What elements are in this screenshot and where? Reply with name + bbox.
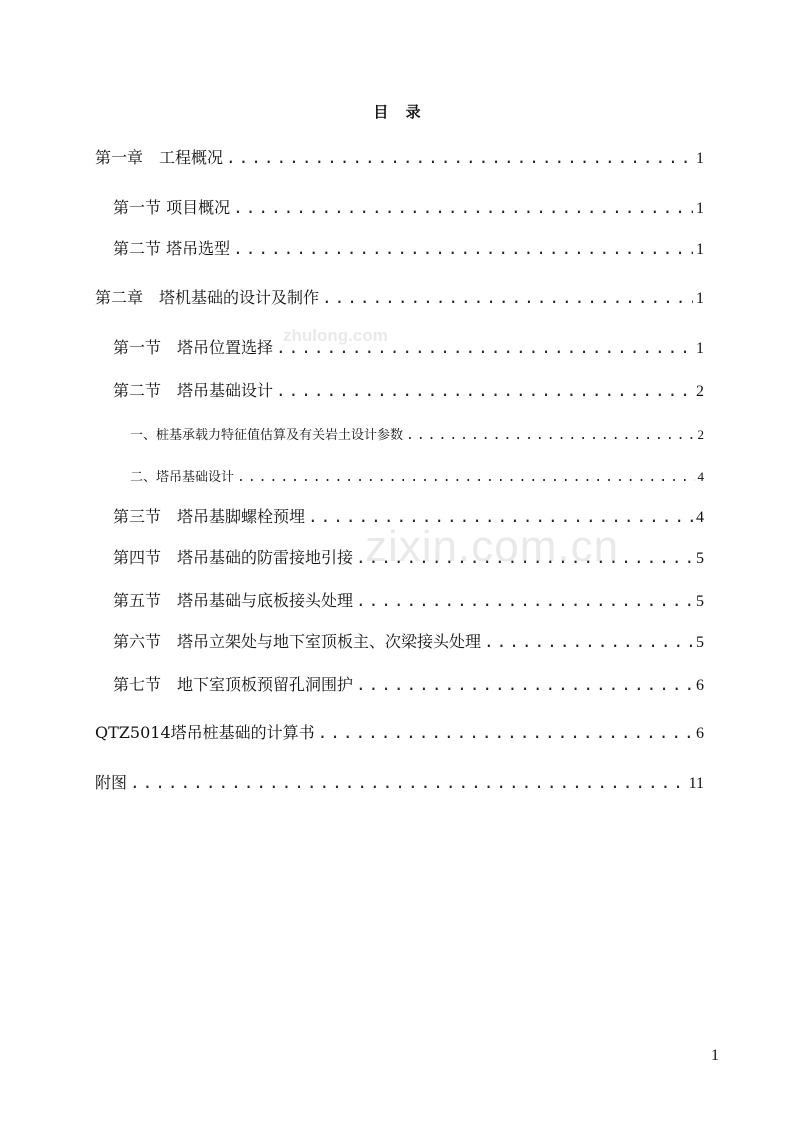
toc-entry-label: 第四节 塔吊基础的防雷接地引接 (113, 548, 354, 567)
toc-entry[interactable] (95, 146, 704, 170)
toc-entry[interactable] (113, 673, 704, 697)
toc-entry-label: 第一章 工程概况 (95, 148, 224, 167)
toc-entry-label: 第七节 地下室顶板预留孔洞围护 (113, 675, 354, 694)
toc-entry-label: 附图 (95, 773, 128, 792)
toc-entry-page: 2 (696, 383, 704, 400)
toc-entry-page: 11 (688, 775, 704, 792)
toc-entry-page: 1 (696, 290, 704, 307)
toc-entry-page: 1 (696, 150, 704, 167)
toc-leader-dots (226, 146, 693, 170)
toc-entry[interactable] (113, 546, 704, 570)
toc-leader-dots (308, 505, 693, 529)
toc-entry-label: 二、塔吊基础设计 (130, 470, 235, 485)
watermark-zhulong: zhulong.com (283, 326, 388, 345)
toc-leader-dots (237, 466, 694, 490)
toc-leader-dots (276, 379, 693, 403)
toc-entry-label: 第二节 塔吊基础设计 (113, 381, 274, 400)
toc-entry[interactable] (113, 379, 704, 403)
toc-entry[interactable] (113, 237, 704, 261)
toc-leader-dots (356, 546, 693, 570)
toc-entry-label: 第五节 塔吊基础与底板接头处理 (113, 591, 354, 610)
toc-entry-label: 第六节 塔吊立架处与地下室顶板主、次梁接头处理 (113, 632, 482, 651)
toc-entry-label: 第二章 塔机基础的设计及制作 (95, 288, 320, 307)
toc-entry[interactable] (113, 505, 704, 529)
toc-entry[interactable] (130, 423, 704, 447)
toc-entry-page: 2 (697, 427, 704, 442)
toc-entry-page: 1 (696, 200, 704, 217)
toc-entry[interactable] (95, 286, 704, 310)
toc-leader-dots (276, 336, 693, 360)
toc-leader-dots (130, 771, 686, 795)
toc-entry-page: 5 (696, 634, 704, 651)
toc-leader-dots (406, 424, 694, 448)
toc-leader-dots (318, 721, 693, 745)
toc-entry[interactable] (113, 336, 704, 360)
toc-entry-label: 第三节 塔吊基脚螺栓预埋 (113, 507, 306, 526)
toc-entry-page: 1 (696, 340, 704, 357)
toc-entry-page: 6 (696, 677, 704, 694)
toc-title: 目 录 (373, 103, 427, 121)
toc-leader-dots (233, 196, 693, 220)
toc-entry-page: 6 (696, 725, 704, 742)
toc-entry-label: 一、桩基承载力特征值估算及有关岩土设计参数 (130, 428, 404, 443)
toc-leader-dots (484, 630, 693, 654)
toc-entry-page: 4 (697, 469, 704, 484)
toc-entry-page: 1 (696, 241, 704, 258)
toc-entry-label: 第一节 塔吊位置选择 (113, 338, 274, 357)
toc-entry-label: 第一节 项目概况 (113, 198, 231, 217)
toc-entry-page: 4 (696, 509, 704, 526)
toc-entry[interactable] (113, 630, 704, 654)
toc-entry-label: QTZ5014塔吊桩基础的计算书 (95, 723, 315, 742)
toc-leader-dots (322, 286, 693, 310)
toc-leader-dots (356, 589, 693, 613)
watermark-zixin: zixin.com.cn (365, 522, 620, 571)
toc-entry-page: 5 (696, 593, 704, 610)
toc-entry[interactable] (95, 771, 704, 795)
toc-leader-dots (356, 673, 693, 697)
page-number: 1 (711, 1047, 719, 1064)
toc-entry[interactable] (130, 465, 704, 489)
toc-entry[interactable] (113, 589, 704, 613)
toc-entry-label: 第二节 塔吊选型 (113, 239, 231, 258)
toc-leader-dots (233, 237, 693, 261)
toc-entry[interactable] (113, 196, 704, 220)
toc-entry-page: 5 (696, 550, 704, 567)
toc-entry[interactable] (95, 721, 704, 745)
